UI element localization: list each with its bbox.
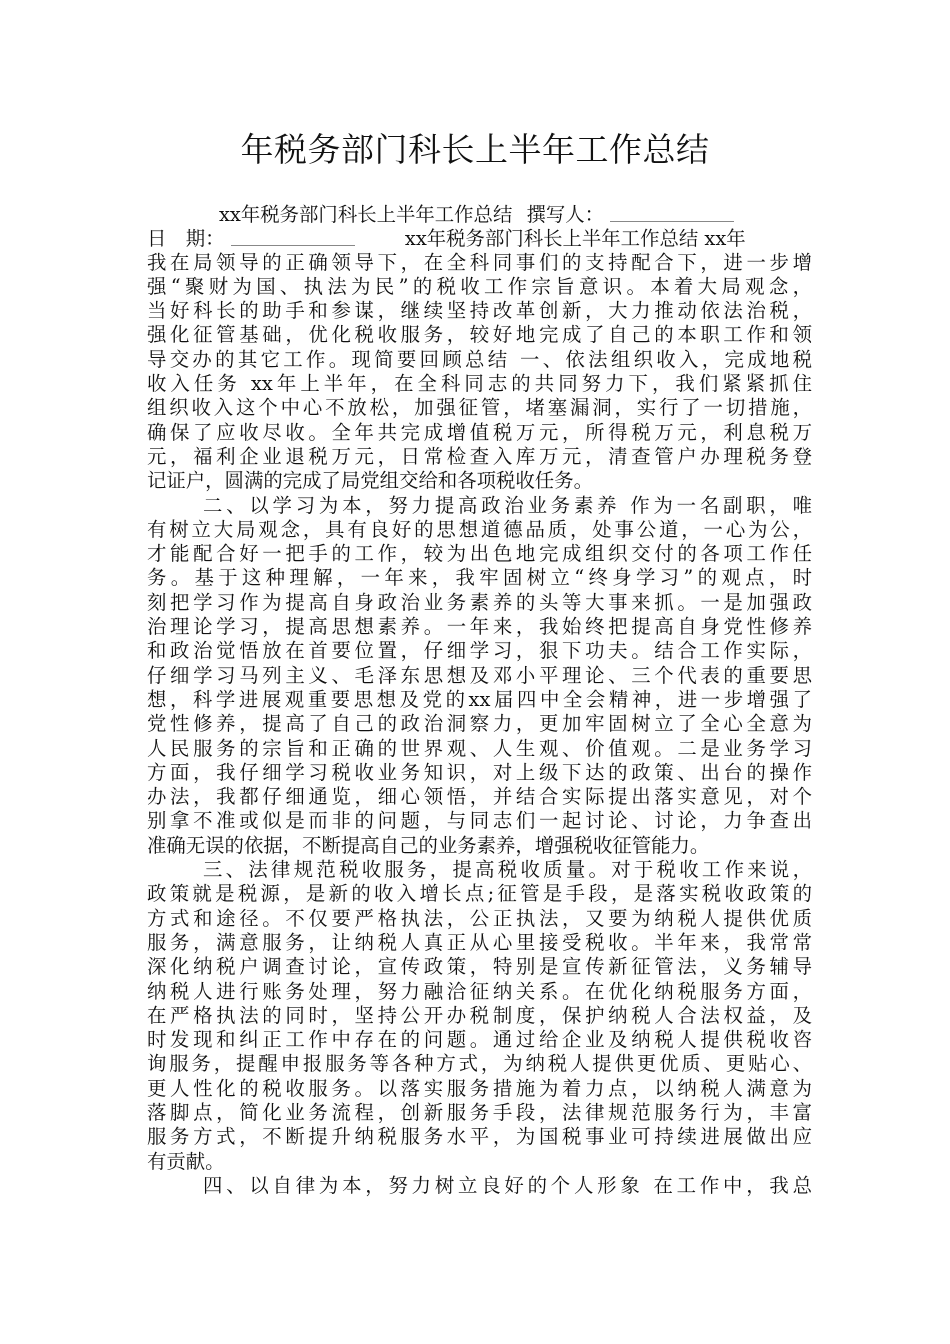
paragraph-line: 治理论学习，提高思想素养。一年来，我始终把提高自身党性修养 — [147, 615, 812, 639]
paragraph-line: 在严格执法的同时，坚持公开办税制度，保护纳税人合法权益，及 — [147, 1003, 812, 1027]
paragraph-line: 收入任务 xx年上半年，在全科同志的共同努力下，我们紧紧抓住 — [147, 372, 812, 396]
paragraph-line: 询服务，提醒申报服务等各种方式，为纳税人提供更优质、更贴心、 — [147, 1052, 812, 1076]
paragraph-line: 确保了应收尽收。全年共完成增值税万元，所得税万元，利息税万 — [147, 420, 812, 444]
paragraph-line: 务。基于这种理解，一年来，我牢固树立“终身学习”的观点，时 — [147, 566, 812, 590]
paragraph-line: 方面，我仔细学习税收业务知识，对上级下达的政策、出台的操作 — [147, 760, 812, 784]
paragraph-line: 才能配合好一把手的工作，较为出色地完成组织交付的各项工作任 — [147, 542, 812, 566]
date-line — [147, 226, 812, 250]
paragraph-line: 准确无误的依据，不断提高自己的业务素养，增强税收征管能力。 — [147, 833, 710, 857]
paragraph-line: 强化征管基础，优化税收服务，较好地完成了自己的本职工作和领 — [147, 323, 812, 347]
paragraph-line: 记证户，圆满的完成了局党组交给和各项税收任务。 — [147, 469, 593, 493]
paragraph-line: 和政治觉悟放在首要位置，仔细学习，狠下功夫。结合工作实际， — [147, 639, 812, 663]
paragraph-line: 时发现和纠正工作中存在的问题。通过给企业及纳税人提供税收咨 — [147, 1028, 812, 1052]
paragraph-line: 深化纳税户调查讨论，宣传政策，特别是宣传新征管法，义务辅导 — [147, 955, 812, 979]
paragraph-line: 二、以学习为本，努力提高政治业务素养 作为一名副职，唯 — [203, 493, 812, 517]
author-label: 撰写人： — [526, 203, 605, 226]
paragraph-line: 别拿不准或似是而非的问题，与同志们一起讨论、讨论，力争查出 — [147, 809, 812, 833]
paragraph-line: 组织收入这个中心不放松，加强征管，堵塞漏洞，实行了一切措施， — [147, 396, 812, 420]
paragraph-line: 办法，我都仔细通览，细心领悟，并结合实际提出落实意见，对个 — [147, 785, 812, 809]
paragraph-line: 导交办的其它工作。现简要回顾总结 一、依法组织收入，完成地税 — [147, 347, 812, 371]
document-title: 年税务部门科长上半年工作总结 — [240, 130, 710, 169]
paragraph-line: 更人性化的税收服务。以落实服务措施为着力点，以纳税人满意为 — [147, 1076, 812, 1100]
paragraph-line: 当好科长的助手和参谋，继续坚持改革创新，大力推动依法治税， — [147, 299, 812, 323]
paragraph-line: 想，科学进展观重要思想及党的xx届四中全会精神，进一步增强了 — [147, 687, 812, 711]
paragraph-line: 仔细学习马列主义、毛泽东思想及邓小平理论、三个代表的重要思 — [147, 663, 812, 687]
paragraph-line: 政策就是税源，是新的收入增长点;征管是手段，是落实税收政策的 — [147, 882, 812, 906]
paragraph-line: 落脚点，简化业务流程，创新服务手段，法律规范服务行为，丰富 — [147, 1100, 812, 1124]
paragraph-line: 纳税人进行账务处理，努力融洽征纳关系。在优化纳税服务方面， — [147, 979, 812, 1003]
document-body — [147, 202, 812, 1198]
date-blank — [231, 226, 355, 246]
date-label: 日 期： — [147, 227, 225, 251]
paragraph-line: 四、以自律为本，努力树立良好的个人形象 在工作中，我总 — [203, 1173, 812, 1197]
paragraph-line: 服务方式，不断提升纳税服务水平，为国税事业可持续进展做出应 — [147, 1125, 812, 1149]
author-blank — [610, 202, 734, 222]
paragraph-line: 党性修养，提高了自己的政治洞察力，更加牢固树立了全心全意为 — [147, 712, 812, 736]
paragraph-line: 人民服务的宗旨和正确的世界观、人生观、价值观。二是业务学习 — [147, 736, 812, 760]
paragraph-line: 方式和途径。不仅要严格执法，公正执法，又要为纳税人提供优质 — [147, 906, 812, 930]
paragraph-line: 服务，满意服务，让纳税人真正从心里接受税收。半年来，我常常 — [147, 930, 812, 954]
paragraph-line: 有树立大局观念，具有良好的思想道德品质，处事公道，一心为公， — [147, 517, 812, 541]
paragraph-line: 元，福利企业退税万元，日常检查入库万元，清查管户办理税务登 — [147, 444, 812, 468]
header-subtitle: xx年税务部门科长上半年工作总结 — [219, 203, 513, 226]
date-line-text: xx年税务部门科长上半年工作总结 xx年 — [404, 227, 746, 251]
paragraph-line: 有贡献。 — [147, 1149, 225, 1173]
paragraph-line: 强“聚财为国、执法为民”的税收工作宗旨意识。本着大局观念， — [147, 274, 812, 298]
header-line — [147, 202, 812, 226]
paragraph-line: 刻把学习作为提高自身政治业务素养的头等大事来抓。一是加强政 — [147, 590, 812, 614]
paragraph-line: 我在局领导的正确领导下，在全科同事们的支持配合下，进一步增 — [147, 250, 812, 274]
paragraph-line: 三、法律规范税收服务，提高税收质量。对于税收工作来说， — [203, 858, 812, 882]
